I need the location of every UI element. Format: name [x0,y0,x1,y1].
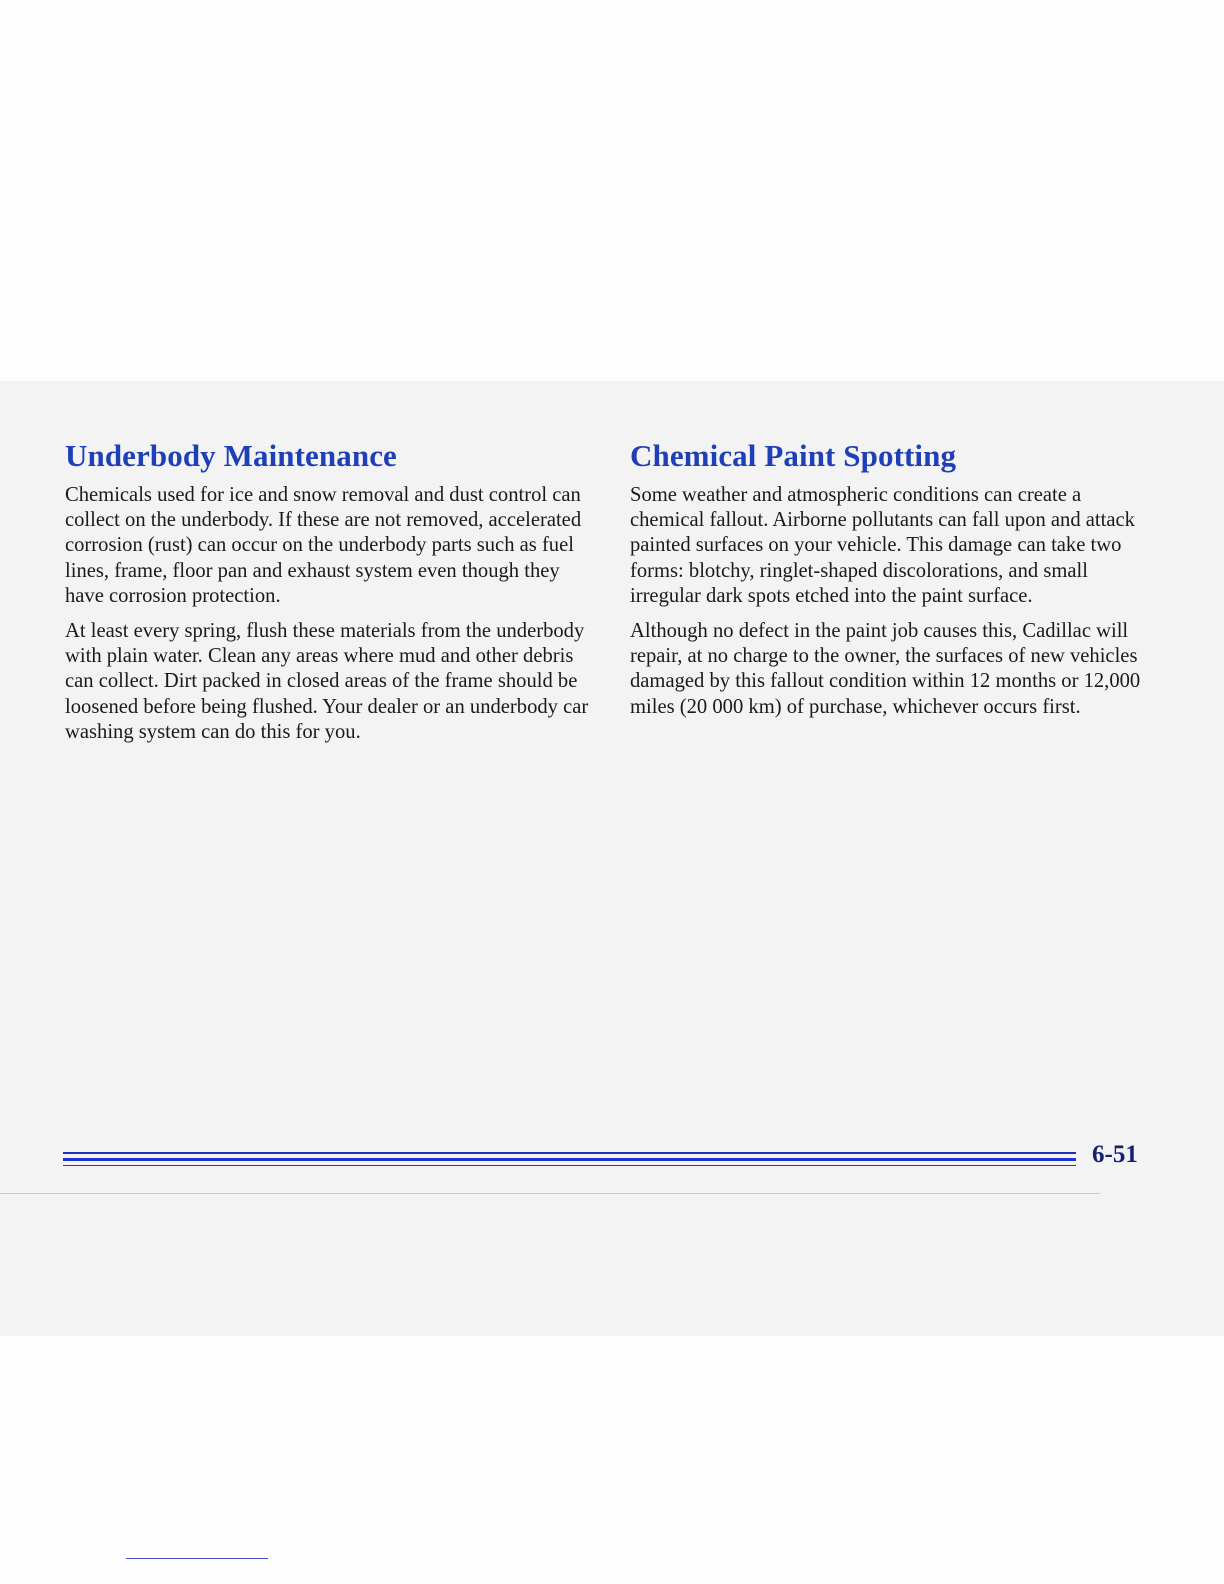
footer-rule-middle [63,1158,1076,1161]
paint-spotting-paragraph-1: Some weather and atmospheric conditions can create a chemical fallout. Airborne pollutants can fall upon and attack painted surfaces on your vehicle. This damage can take two forms: blotchy, ringlet-shaped discolorations, and small irregular dark spots etched into the paint surface. [630,484,1135,607]
footer-rule-bottom [63,1165,1076,1166]
chemical-paint-spotting-heading: Chemical Paint Spotting [630,438,957,473]
chemical-paint-spotting-section [630,437,1155,730]
page-number: 6-51 [1092,1141,1138,1168]
paint-spotting-paragraph-2: Although no defect in the paint job causes this, Cadillac will repair, at no charge to the owner, the surfaces of new vehicles damaged by this fallout condition within 12 months or 12,000 miles (20 000 km) of purchase, whichever occurs first. [630,620,1141,718]
footer-link-underline [126,1558,268,1559]
underbody-paragraph-2: At least every spring, flush these materials from the underbody with plain water. Clean any areas where mud and other debris can collect. Dirt packed in closed areas of the frame should be loosened before being flushed. Your dealer or an underbody car washing system can do this for you. [65,620,589,743]
underbody-maintenance-section [65,437,595,755]
underbody-maintenance-heading: Underbody Maintenance [65,438,397,473]
underbody-paragraph-1: Chemicals used for ice and snow removal and dust control can collect on the underbody. If these are not removed, accelerated corrosion (rust) can occur on the underbody parts such as fuel lines, frame, floor pan and exhaust system even though they have corrosion protection. [65,484,582,607]
footer-rule-top [63,1152,1076,1154]
scan-edge-line [0,1193,1100,1194]
